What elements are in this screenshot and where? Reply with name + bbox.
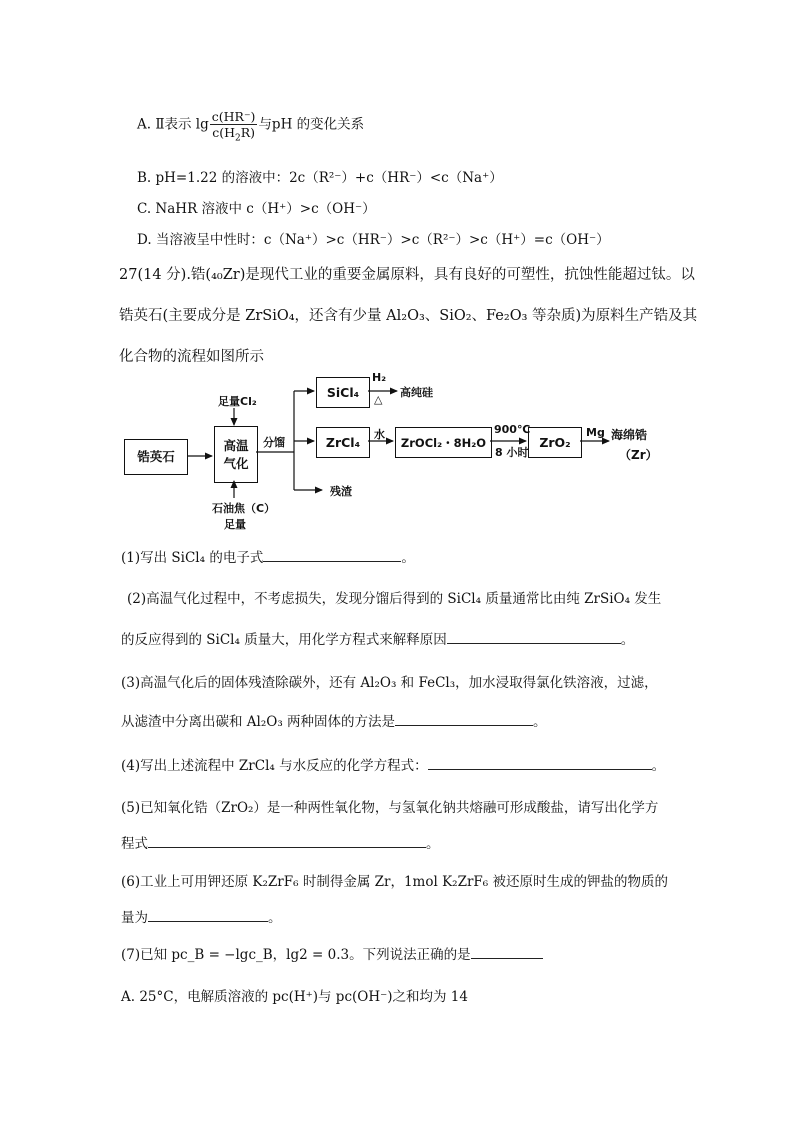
question-6-line2 — [121, 906, 282, 926]
zrcl4-box — [316, 427, 370, 458]
time-label: 8 小时 — [495, 446, 529, 459]
option-b: B. pH=1.22 的溶液中：2c（R²⁻）+c（HR⁻）<c（Na⁺） — [137, 170, 503, 186]
answer-blank-3[interactable] — [395, 711, 533, 726]
question-7 — [121, 943, 543, 963]
question-4 — [121, 754, 665, 774]
question-6-line1: (6)工业上可用钾还原 K₂ZrF₆ 时制得金属 Zr，1mol K₂ZrF₆ 被还原时生成的钾盐的物质的 — [121, 874, 668, 890]
period: 。 — [533, 714, 547, 730]
question-5-line1: (5)已知氧化锆（ZrO₂）是一种两性氧化物，与氢氧化钠共熔融可形成酸盐，请写出化学方 — [121, 800, 659, 816]
q27-line2: 锆英石(主要成分是 ZrSiO₄，还含有少量 Al₂O₃、SiO₂、Fe₂O₃ 等杂质)为原料生产锆及其 — [119, 308, 698, 324]
answer-blank-5[interactable] — [148, 833, 426, 848]
mg-label: Mg — [586, 426, 605, 439]
den-r: R) — [240, 125, 255, 140]
question-7-option-a: A. 25°C，电解质溶液的 pc(H⁺)与 pc(OH⁻)之和均为 14 — [121, 989, 468, 1005]
den-sub: 2 — [234, 133, 241, 144]
temp-label: 900℃ — [494, 423, 531, 436]
gasify-label-2: 气化 — [223, 455, 249, 471]
water-label: 水 — [374, 428, 385, 441]
sicl4-box — [316, 377, 370, 408]
answer-blank-1[interactable] — [263, 547, 401, 562]
question-1-text: (1)写出 SiCl₄ 的电子式 — [121, 550, 264, 566]
coke-label: 石油焦（C） — [212, 502, 276, 515]
gasify-box — [214, 426, 258, 483]
option-c: C. NaHR 溶液中 c（H⁺）>c（OH⁻） — [137, 201, 376, 217]
option-d: D. 当溶液呈中性时：c（Na⁺）>c（HR⁻）>c（R²⁻）>c（H⁺）=c（OH⁻） — [137, 232, 610, 248]
zrcl4-label: ZrCl₄ — [325, 434, 361, 450]
residue-label: 残渣 — [330, 485, 352, 498]
zro2-label: ZrO₂ — [539, 434, 571, 450]
zr-label: （Zr） — [619, 448, 658, 462]
zircon-label: 锆英石 — [137, 449, 175, 464]
question-3-line1: (3)高温气化后的固体残渣除碳外，还有 Al₂O₃ 和 FeCl₃，加水浸取得氯化铁溶液，过滤， — [121, 675, 658, 691]
gasify-label-1: 高温 — [223, 437, 249, 453]
sicl4-label: SiCl₄ — [326, 384, 360, 400]
answer-blank-6[interactable] — [148, 907, 268, 922]
fraction-numerator: c(HR⁻) — [211, 109, 256, 124]
h2-label: H₂ — [372, 371, 387, 384]
heat-symbol: △ — [374, 393, 383, 406]
zro2-box — [528, 427, 582, 458]
period: 。 — [651, 758, 666, 774]
question-3-line2 — [121, 710, 547, 730]
question-1 — [121, 546, 415, 566]
hp-si-label: 高纯硅 — [400, 386, 433, 399]
q27-line3: 化合物的流程如图所示 — [119, 349, 264, 365]
option-a-prefix: A. Ⅱ表示 lg — [137, 116, 209, 133]
zrocl2-label: ZrOCl₂・8H₂O — [400, 435, 487, 450]
answer-blank-4[interactable] — [428, 755, 652, 770]
period: 。 — [620, 632, 635, 648]
option-a-suffix: 与pH 的变化关系 — [258, 116, 365, 133]
answer-blank-7[interactable] — [471, 944, 543, 959]
zrocl2-box — [395, 427, 492, 458]
distill-label: 分馏 — [263, 436, 285, 449]
sponge-zr-label: 海绵锆 — [611, 428, 648, 442]
question-2-line2 — [121, 628, 634, 648]
question-7-text: (7)已知 pc_B = −lgc_B，lg2 = 0.3。下列说法正确的是 — [121, 947, 471, 963]
answer-blank-2[interactable] — [447, 629, 621, 644]
question-5-text: 程式 — [121, 836, 148, 852]
question-4-text: (4)写出上述流程中 ZrCl₄ 与水反应的化学方程式： — [121, 758, 428, 774]
question-2-text: 的反应得到的 SiCl₄ 质量大，用化学方程式来解释原因 — [121, 632, 447, 648]
period: 。 — [401, 550, 415, 566]
q27-line1: 27(14 分).锆(₄₀Zr)是现代工业的重要金属原料，具有良好的可塑性，抗蚀性能超过钛。以 — [119, 267, 695, 283]
cl2-label: 足量Cl₂ — [218, 395, 257, 408]
coke-amount-label: 足量 — [224, 518, 246, 531]
period: 。 — [268, 910, 282, 926]
period: 。 — [426, 836, 440, 852]
question-2-line1: (2)高温气化过程中，不考虑损失，发现分馏后得到的 SiCl₄ 质量通常比由纯 ZrSiO₄ 发生 — [127, 591, 662, 607]
den-c: c(H — [212, 125, 235, 140]
question-3-text: 从滤渣中分离出碳和 Al₂O₃ 两种固体的方法是 — [121, 714, 396, 730]
zircon-box — [124, 439, 188, 475]
question-5-line2 — [121, 832, 440, 852]
question-6-text: 量为 — [121, 910, 148, 926]
